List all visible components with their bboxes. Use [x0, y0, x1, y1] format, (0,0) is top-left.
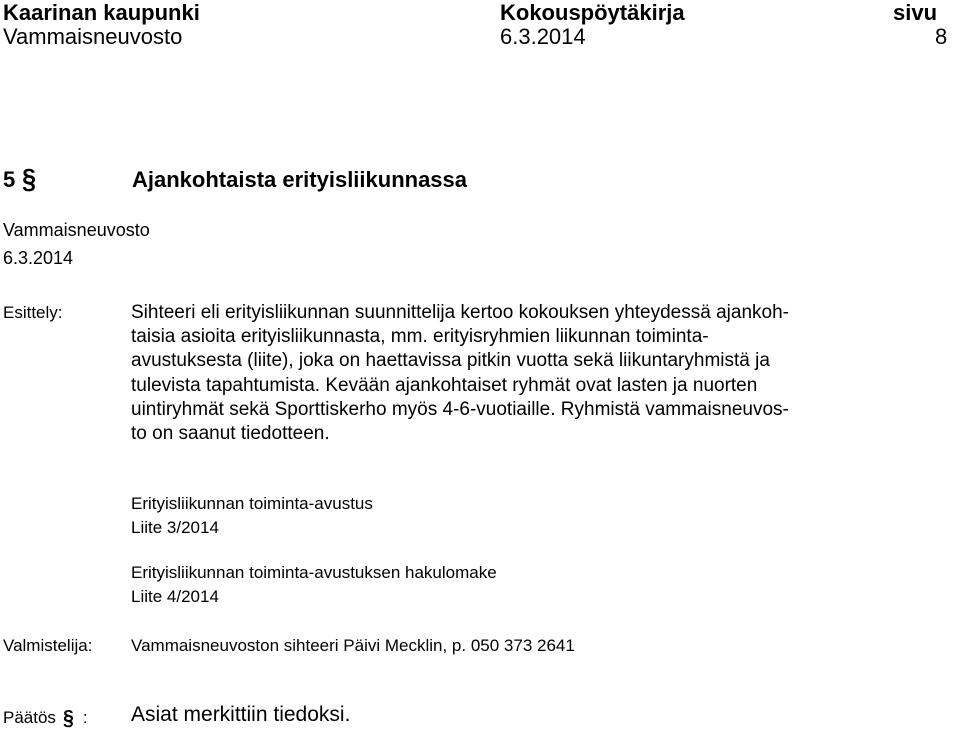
presentation-line: taisia asioita erityisliikunnasta, mm. erityisryhmien liikunnan toiminta- — [131, 326, 709, 348]
presentation-text — [131, 301, 953, 446]
attachment-title: Erityisliikunnan toiminta-avustus — [131, 494, 373, 513]
section-title: Ajankohtaista erityisliikunnassa — [132, 167, 468, 192]
decision-label: Päätös § : — [3, 705, 88, 730]
meta-body: Vammaisneuvosto — [3, 220, 150, 240]
header-city: Kaarinan kaupunki — [3, 0, 200, 25]
header-body: Vammaisneuvosto — [3, 24, 183, 49]
header-page-label: sivu — [893, 0, 938, 25]
presentation-label: Esittely: — [3, 303, 63, 322]
attachment-ref: Liite 4/2014 — [131, 587, 219, 606]
attachment-ref: Liite 3/2014 — [131, 518, 219, 537]
preparer-label: Valmistelija: — [3, 636, 93, 655]
header-page-number: 8 — [935, 24, 948, 49]
attachment-title: Erityisliikunnan toiminta-avustuksen hakulomake — [131, 563, 497, 582]
header-date: 6.3.2014 — [500, 24, 586, 49]
presentation-line: Sihteeri eli erityisliikunnan suunnittelija kertoo kokouksen yhteydessä ajankoh- — [131, 302, 789, 323]
presentation-line: avustuksesta (liite), joka on haettavissa pitkin vuotta sekä liikuntaryhmistä ja — [131, 350, 770, 372]
preparer-value: Vammaisneuvoston sihteeri Päivi Mecklin, p. 050 373 2641 — [131, 636, 575, 655]
header-doc-type: Kokouspöytäkirja — [500, 0, 685, 25]
presentation-line: to on saanut tiedotteen. — [131, 423, 330, 445]
section-number: 5 — [3, 167, 16, 192]
decision-value: Asiat merkittiin tiedoksi. — [131, 703, 351, 726]
meta-date: 6.3.2014 — [3, 248, 74, 268]
presentation-line: uintiryhmät sekä Sporttiskerho myös 4-6-vuotiaille. Ryhmistä vammaisneuvos- — [131, 398, 789, 420]
section-sign: § — [22, 162, 37, 194]
presentation-line: tulevista tapahtumista. Kevään ajankohtaiset ryhmät ovat lasten ja nuorten — [131, 374, 758, 396]
